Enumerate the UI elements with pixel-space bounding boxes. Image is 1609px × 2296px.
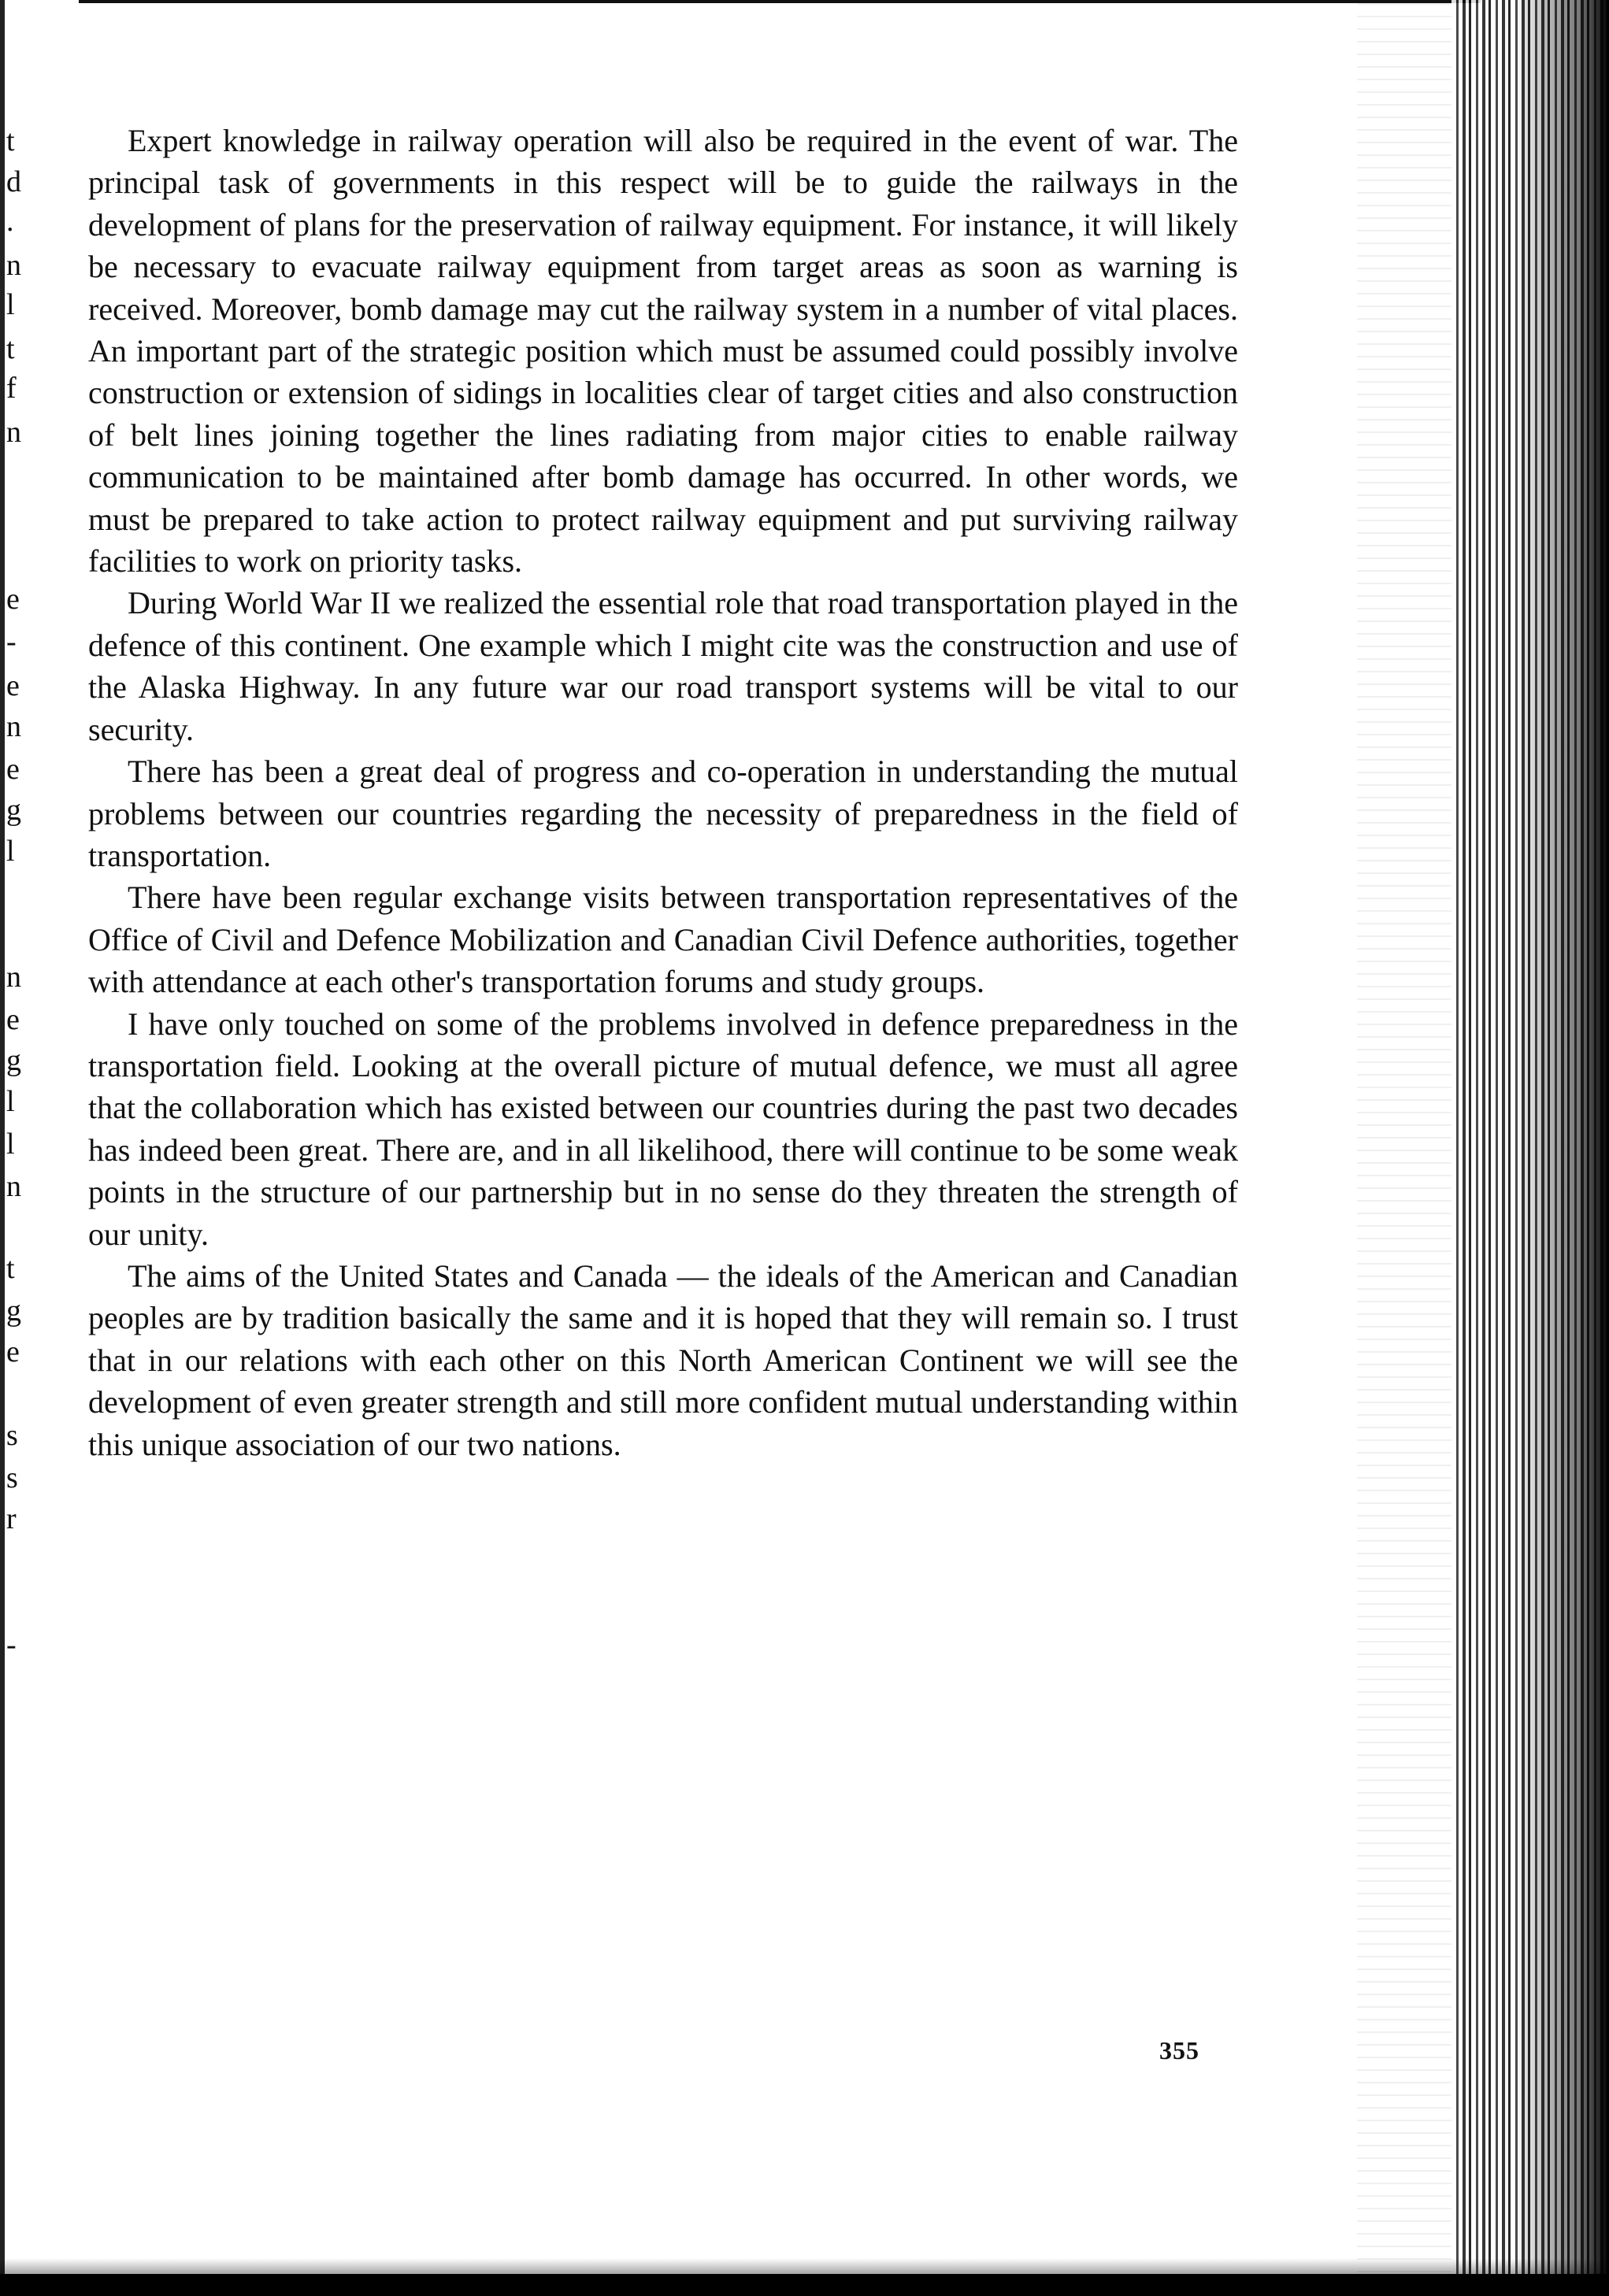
facing-page-fragment: t [6, 1252, 15, 1285]
facing-page-fragment: n [6, 710, 21, 743]
facing-page-fragment: l [6, 835, 15, 868]
facing-page-edge [0, 0, 25, 2296]
facing-page-fragment: d [6, 165, 21, 198]
facing-page-fragment: n [6, 961, 21, 994]
facing-page-fragment: t [6, 332, 15, 365]
paragraph: The aims of the United States and Canada — the ideals of the American and Canadian peoples are by tradition basically the same and it is hoped that they will remain so. I trust that in our relations with each other on this North American Continent we will see the development of even greater strength and still more confident mutual understanding within this unique association of our two nations. [88, 1257, 1238, 1462]
facing-page-fragment: l [6, 288, 15, 321]
paragraph: Expert knowledge in railway operation will also be required in the event of war. The principal task of governments in this respect will be to guide the railways in the development of plans for the preservation of railway equipment. For instance, it will likely be necessary to evacuate railway equipment from target areas as soon as warning is received. Moreover, bomb damage may cut the railway system in a number of vital places. An important part of the strategic position which must be assumed could possibly involve construction or extension of sidings in localities clear of target cities and also construction of belt lines joining together the lines radiating from major cities to enable railway communication to be maintained after bomb damage has occurred. In other words, we must be prepared to take action to protect railway equipment and put surviving railway facilities to work on priority tasks. [88, 123, 1238, 580]
paragraph: During World War II we realized the essential role that road transportation played in the defence of this continent. One example which I might cite was the construction and use of the Alaska Highway. In any future war our road transport systems will be vital to our security. [88, 585, 1238, 747]
facing-page-fragment: - [6, 1628, 17, 1661]
facing-page-shadow [0, 0, 5, 2296]
scan-noise [1357, 0, 1451, 2296]
facing-page-fragment: s [6, 1461, 18, 1494]
facing-page-fragment: e [6, 1003, 20, 1036]
scan-top-border [79, 0, 1481, 14]
facing-page-fragment: r [6, 1502, 17, 1535]
facing-page-fragment: t [6, 124, 15, 157]
facing-page-fragment: g [6, 794, 21, 827]
facing-page-fragment: n [6, 416, 21, 449]
facing-page-fragment: n [6, 1170, 21, 1203]
body-text [88, 120, 1238, 1465]
facing-page-fragment: g [6, 1294, 21, 1328]
facing-page-fragment: s [6, 1419, 18, 1452]
scan-bottom-edge [0, 2274, 1609, 2296]
facing-page-fragment: n [6, 249, 21, 282]
facing-page-fragment: e [6, 583, 20, 616]
facing-page-fragment: f [6, 372, 17, 405]
paragraph: I have only touched on some of the problems involved in defence preparedness in the transportation field. Looking at the overall picture of mutual defence, we must all agree that the collaboration which has existed between our countries during the past two decades has indeed been great. There are, and in all likelihood, there will continue to be some weak points in the structure of our partnership but in no sense do they threaten the strength of our unity. [88, 1005, 1238, 1252]
facing-page-fragment: e [6, 1335, 20, 1368]
page-number: 355 [1159, 2036, 1199, 2065]
paragraph: There have been regular exchange visits between transportation representatives of the Office of Civil and Defence Mobilization and Canadian Civil Defence authorities, together with attendance at each other's transportation forums and study groups. [88, 880, 1238, 1000]
facing-page-fragment: l [6, 1085, 15, 1118]
facing-page-fragment: l [6, 1128, 15, 1161]
facing-page-fragment: - [6, 625, 17, 658]
facing-page-fragment: e [6, 669, 20, 702]
paragraph: There has been a great deal of progress and co-operation in understanding the mutual problems between our countries regarding the necessity of preparedness in the field of transportation. [88, 754, 1238, 873]
book-binding-shadow [1514, 0, 1609, 2296]
scan-bottom-shadow [0, 2258, 1609, 2274]
facing-page-fragment: g [6, 1044, 21, 1077]
facing-page-fragment: e [6, 753, 20, 786]
facing-page-fragment: . [6, 205, 14, 238]
